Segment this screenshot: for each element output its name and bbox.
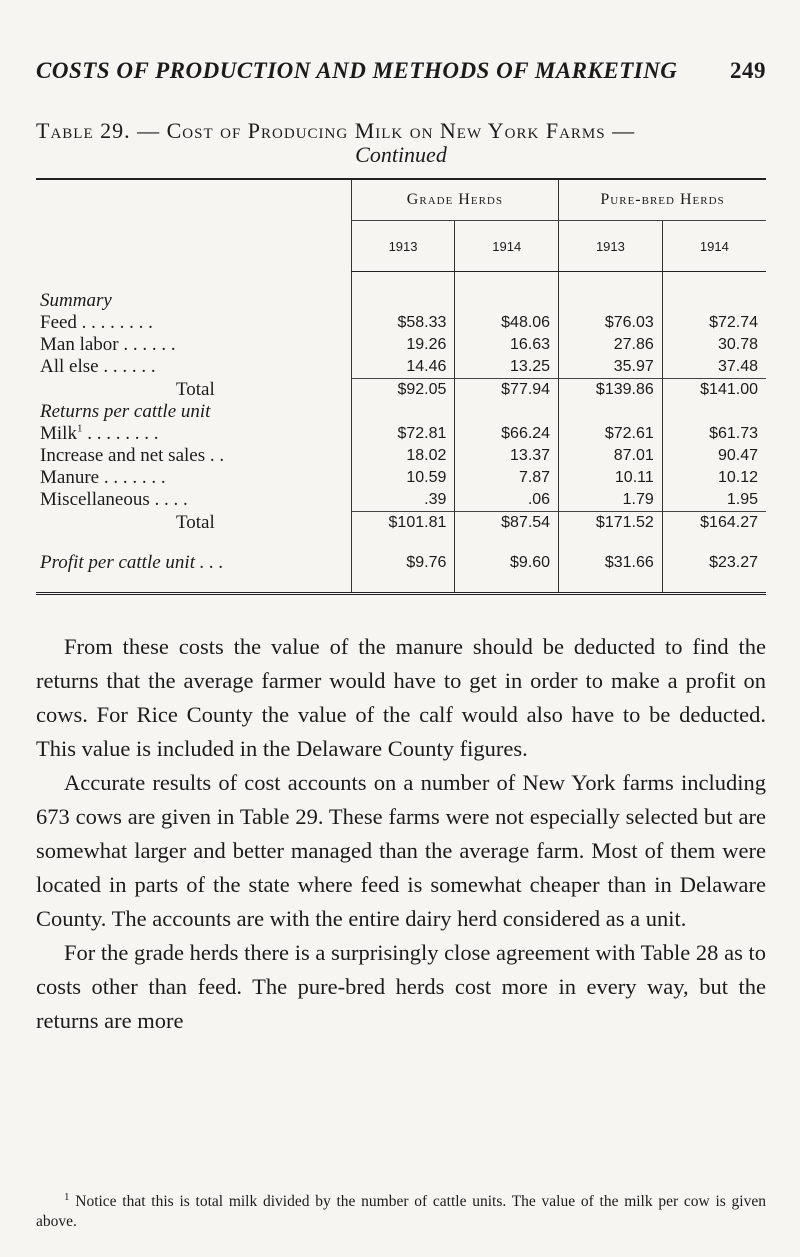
table-cell: $48.06 bbox=[455, 312, 559, 334]
table-cell: 35.97 bbox=[559, 356, 663, 379]
row-label-total: Total bbox=[175, 378, 215, 400]
table-cell: 10.11 bbox=[559, 467, 663, 489]
table-cell: $72.81 bbox=[351, 423, 455, 445]
table-cell: 19.26 bbox=[351, 334, 455, 356]
table-cell: 90.47 bbox=[662, 445, 766, 467]
table-cell: $141.00 bbox=[662, 379, 766, 402]
table-cell: 37.48 bbox=[662, 356, 766, 379]
table-cell: $77.94 bbox=[455, 379, 559, 402]
footnote-mark: 1 bbox=[76, 423, 83, 435]
table-cell: $31.66 bbox=[559, 552, 663, 574]
table-cell: 30.78 bbox=[662, 334, 766, 356]
table-cell: $92.05 bbox=[351, 379, 455, 402]
table-cell: 27.86 bbox=[559, 334, 663, 356]
table-row-total bbox=[36, 512, 766, 535]
table-row bbox=[36, 312, 766, 334]
table-cell: $101.81 bbox=[351, 512, 455, 535]
table-row bbox=[36, 489, 766, 512]
page-number: 249 bbox=[730, 58, 766, 83]
row-label-total: Total bbox=[175, 511, 215, 533]
row-label-profit: Profit per cattle unit . . . bbox=[40, 552, 224, 573]
group-header-grade: Grade Herds bbox=[351, 180, 558, 221]
row-label bbox=[36, 423, 351, 445]
row-label: Feed . . . . . . . . bbox=[40, 312, 153, 333]
running-head-title: COSTS OF PRODUCTION AND METHODS OF MARKETING bbox=[36, 58, 678, 83]
table-cell: 10.59 bbox=[351, 467, 455, 489]
paragraph: From these costs the value of the manure should be deducted to find the returns that the average farmer would have to get in order to make a profit on cows. For Rice County the value of the calf would also have to be deducted. This value is included in the Delaware County figures. bbox=[36, 634, 766, 761]
table-cell: $139.86 bbox=[559, 379, 663, 402]
table-cell: 7.87 bbox=[455, 467, 559, 489]
table-cell: .06 bbox=[455, 489, 559, 512]
table-row bbox=[36, 467, 766, 489]
table-cell: $76.03 bbox=[559, 312, 663, 334]
footnote-text: Notice that this is total milk divided by the number of cattle units. The value of the milk per cow is given above. bbox=[36, 1193, 766, 1230]
table-row bbox=[36, 445, 766, 467]
year-header: 1913 bbox=[351, 221, 455, 272]
table-cell: $9.76 bbox=[351, 552, 455, 574]
table-cell: $164.27 bbox=[662, 512, 766, 535]
row-label: All else . . . . . . bbox=[40, 356, 156, 378]
row-label: Manure . . . . . . . bbox=[40, 467, 166, 488]
body-text bbox=[36, 630, 766, 1038]
table-cell: 1.95 bbox=[662, 489, 766, 512]
section-heading-summary: Summary bbox=[40, 290, 112, 311]
leader-dots: . . . . . . . . bbox=[82, 423, 159, 444]
table-cell: 16.63 bbox=[455, 334, 559, 356]
year-header: 1914 bbox=[662, 221, 766, 272]
table-cell: 14.46 bbox=[351, 356, 455, 379]
paragraph: For the grade herds there is a surprisingly close agreement with Table 28 as to costs other than feed. The pure-bred herds cost more in every way, but the returns are more bbox=[36, 940, 766, 1033]
table-cell: $72.61 bbox=[559, 423, 663, 445]
year-header: 1914 bbox=[455, 221, 559, 272]
footnote-mark: 1 bbox=[64, 1190, 70, 1203]
table-row-profit bbox=[36, 552, 766, 574]
table-cell: $9.60 bbox=[455, 552, 559, 574]
cost-table bbox=[36, 178, 766, 595]
table-cell: $87.54 bbox=[455, 512, 559, 535]
row-label: Man labor . . . . . . bbox=[40, 334, 176, 355]
year-header: 1913 bbox=[559, 221, 663, 272]
table-cell: $66.24 bbox=[455, 423, 559, 445]
table-cell: 13.25 bbox=[455, 356, 559, 379]
table-cell: $58.33 bbox=[351, 312, 455, 334]
table-row-total bbox=[36, 379, 766, 402]
table-cell: .39 bbox=[351, 489, 455, 512]
table-cell: 87.01 bbox=[559, 445, 663, 467]
row-label: Miscellaneous . . . . bbox=[40, 489, 188, 511]
row-label: Increase and net sales . . bbox=[40, 445, 225, 466]
table-cell: 1.79 bbox=[559, 489, 663, 512]
section-heading-returns: Returns per cattle unit bbox=[40, 401, 211, 422]
table-cell: 13.37 bbox=[455, 445, 559, 467]
running-head bbox=[36, 58, 766, 90]
table-row bbox=[36, 334, 766, 356]
table-cell: $171.52 bbox=[559, 512, 663, 535]
table-title: Table 29. — Cost of Producing Milk on New York Farms — bbox=[36, 118, 636, 143]
footnote bbox=[36, 1192, 766, 1232]
row-label-text: Milk bbox=[40, 423, 77, 444]
group-header-purebred: Pure-bred Herds bbox=[559, 180, 766, 221]
table-subtitle: Continued bbox=[355, 142, 447, 167]
table-cell: $61.73 bbox=[662, 423, 766, 445]
table-cell: 18.02 bbox=[351, 445, 455, 467]
table-cell: 10.12 bbox=[662, 467, 766, 489]
table-cell: $72.74 bbox=[662, 312, 766, 334]
table-cell: $23.27 bbox=[662, 552, 766, 574]
table-row bbox=[36, 423, 766, 445]
paragraph: Accurate results of cost accounts on a number of New York farms including 673 cows are given in Table 29. These farms were not especially selected but are somewhat larger and better managed than the average farm. Most of them were located in parts of the state where feed is somewhat cheaper than in Delaware County. The accounts are with the entire dairy herd considered as a unit. bbox=[36, 770, 766, 931]
table-stub-header bbox=[36, 180, 351, 272]
table-row bbox=[36, 356, 766, 379]
